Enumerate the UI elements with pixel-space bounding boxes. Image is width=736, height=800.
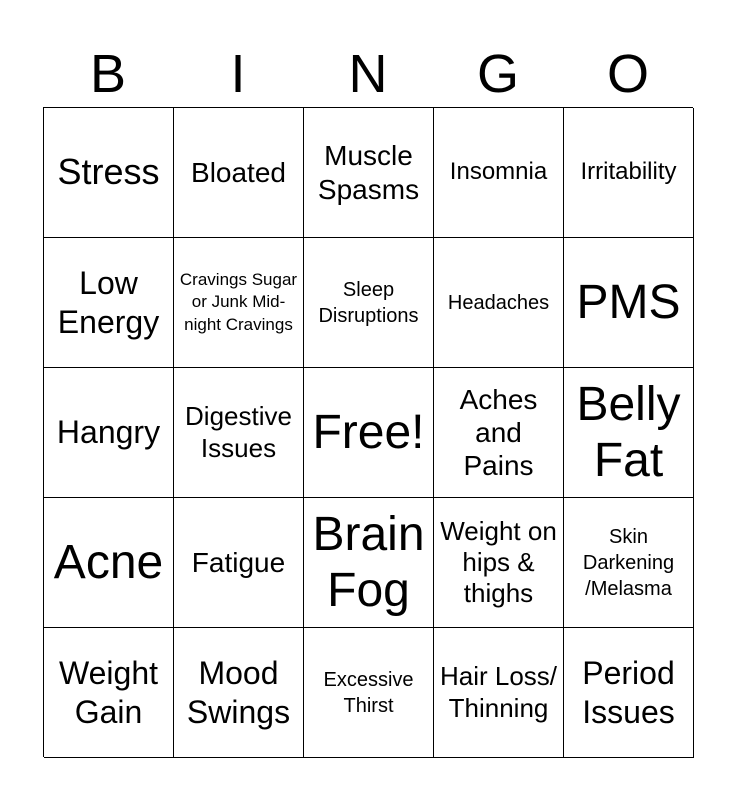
free-space: Free! bbox=[312, 405, 425, 459]
header-letter-g: G bbox=[476, 44, 519, 104]
bingo-cell-r1c5[interactable] bbox=[564, 108, 694, 238]
cell-text: Period Issues bbox=[582, 655, 675, 730]
bingo-cell-r1c1[interactable] bbox=[44, 108, 174, 238]
bingo-cell-r3c1[interactable] bbox=[44, 368, 174, 498]
header-letter-i: I bbox=[230, 44, 246, 104]
bingo-cell-r4c4[interactable] bbox=[434, 498, 564, 628]
cell-text: Headaches bbox=[447, 291, 550, 314]
bingo-cell-r2c2[interactable] bbox=[174, 238, 304, 368]
cell-text: PMS bbox=[576, 275, 681, 329]
bingo-cell-r4c5[interactable] bbox=[564, 498, 694, 628]
bingo-cell-r4c2[interactable] bbox=[174, 498, 304, 628]
bingo-cell-r2c5[interactable] bbox=[564, 238, 694, 368]
bingo-cell-r2c4[interactable] bbox=[434, 238, 564, 368]
bingo-cell-r5c5[interactable] bbox=[564, 628, 694, 758]
cell-text: Fatigue bbox=[191, 546, 286, 578]
cell-text: Aches and Pains bbox=[459, 383, 538, 482]
bingo-cell-r1c2[interactable] bbox=[174, 108, 304, 238]
cell-text: Mood Swings bbox=[186, 655, 291, 730]
cell-text: Cravings Sugar or Junk Mid-night Cravings bbox=[179, 270, 298, 334]
bingo-cell-r5c2[interactable] bbox=[174, 628, 304, 758]
cell-text: Hangry bbox=[56, 414, 161, 451]
bingo-cell-r5c1[interactable] bbox=[44, 628, 174, 758]
bingo-cell-r1c3[interactable] bbox=[304, 108, 434, 238]
bingo-cell-r2c1[interactable] bbox=[44, 238, 174, 368]
bingo-board bbox=[43, 107, 693, 757]
bingo-cell-r5c3[interactable] bbox=[304, 628, 434, 758]
bingo-cell-r4c1[interactable] bbox=[44, 498, 174, 628]
header-letter-n: N bbox=[348, 44, 388, 104]
bingo-cell-r3c2[interactable] bbox=[174, 368, 304, 498]
cell-text: Belly Fat bbox=[576, 377, 681, 487]
cell-text: Low Energy bbox=[57, 265, 160, 340]
bingo-cell-r3c5[interactable] bbox=[564, 368, 694, 498]
cell-text: Skin Darkening /Melasma bbox=[582, 525, 675, 600]
cell-text: Insomnia bbox=[449, 158, 548, 186]
cell-text: Weight Gain bbox=[58, 655, 158, 730]
header-letter-b: B bbox=[89, 44, 127, 104]
cell-text: Brain Fog bbox=[312, 507, 425, 617]
cell-text: Acne bbox=[53, 535, 164, 589]
cell-text: Weight on hips & thighs bbox=[440, 515, 557, 609]
cell-text: Hair Loss/ Thinning bbox=[439, 661, 558, 723]
bingo-cell-r5c4[interactable] bbox=[434, 628, 564, 758]
cell-text: Stress bbox=[57, 151, 160, 193]
cell-text: Bloated bbox=[191, 156, 286, 188]
cell-text: Sleep Disruptions bbox=[318, 278, 419, 327]
cell-text: Irritability bbox=[580, 158, 677, 186]
bingo-header bbox=[43, 40, 693, 108]
bingo-cell-r1c4[interactable] bbox=[434, 108, 564, 238]
bingo-cell-r3c3[interactable] bbox=[304, 368, 434, 498]
bingo-cell-r2c3[interactable] bbox=[304, 238, 434, 368]
bingo-cell-r4c3[interactable] bbox=[304, 498, 434, 628]
cell-text: Muscle Spasms bbox=[317, 140, 420, 205]
cell-text: Excessive Thirst bbox=[323, 668, 414, 717]
cell-text: Digestive Issues bbox=[185, 401, 292, 463]
header-letter-o: O bbox=[606, 44, 649, 104]
bingo-cell-r3c4[interactable] bbox=[434, 368, 564, 498]
